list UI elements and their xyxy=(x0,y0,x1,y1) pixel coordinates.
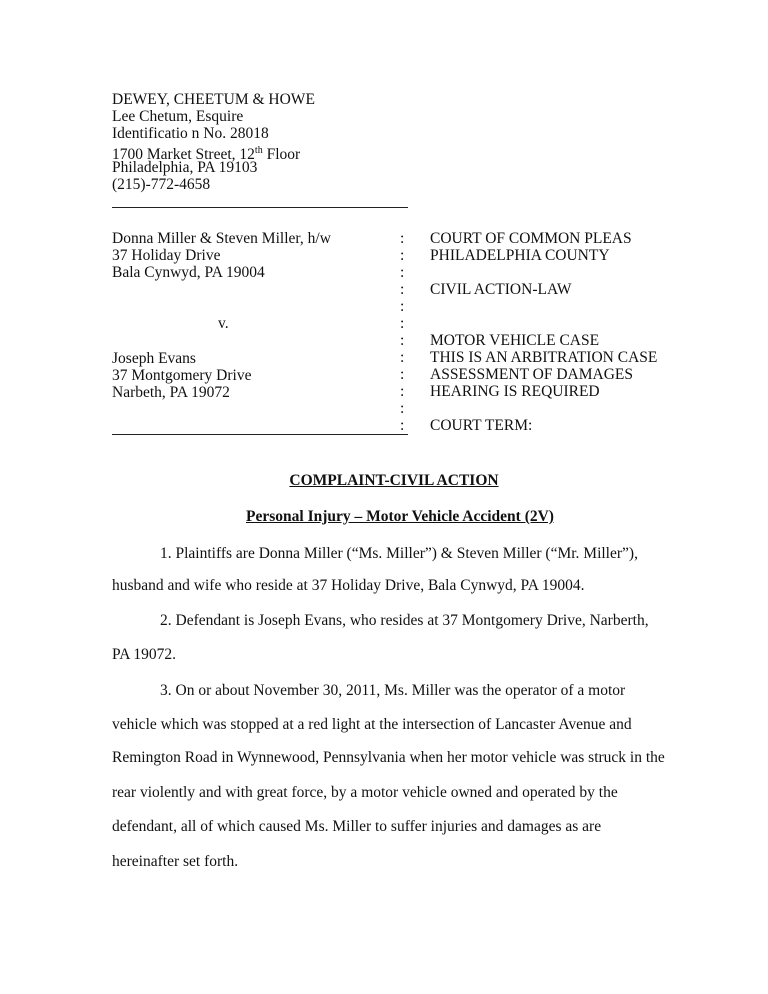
complaint-title: COMPLAINT-CIVIL ACTION xyxy=(289,472,499,489)
defendant-block xyxy=(112,350,251,401)
address-floor: Floor xyxy=(262,146,301,164)
paragraph-3-line-1: 3. On or about November 30, 2011, Ms. Miller was the operator of a motor xyxy=(160,682,626,699)
paragraph-3-line-6: hereinafter set forth. xyxy=(112,853,239,870)
paragraph-2-line-1: 2. Defendant is Joseph Evans, who resides at 37 Montgomery Drive, Narberth, xyxy=(160,612,649,629)
caption-colon: : xyxy=(400,247,405,264)
caption-colon: : xyxy=(400,332,405,349)
plaintiffs-block xyxy=(112,230,331,281)
firm-phone: (215)-772-4658 xyxy=(112,176,211,193)
paragraph-3-line-3: Remington Road in Wynnewood, Pennsylvania when her motor vehicle was struck in the xyxy=(112,749,665,766)
court-spacer xyxy=(430,315,657,332)
caption-colon: : xyxy=(400,366,405,383)
court-block xyxy=(430,230,657,434)
defendant-street: 37 Montgomery Drive xyxy=(112,367,252,384)
caption-colon: : xyxy=(400,417,405,434)
address-main: 1700 Market Street, 12 xyxy=(112,146,255,164)
court-case-type: MOTOR VEHICLE CASE xyxy=(430,332,600,349)
caption-colon: : xyxy=(400,281,405,298)
plaintiff-street: 37 Holiday Drive xyxy=(112,247,221,264)
defendant-name: Joseph Evans xyxy=(112,350,196,367)
attorney-name: Lee Chetum, Esquire xyxy=(112,108,244,125)
caption-colon: : xyxy=(400,383,405,400)
court-name: COURT OF COMMON PLEAS xyxy=(430,230,632,247)
paragraph-1-line-1: 1. Plaintiffs are Donna Miller (“Ms. Miller”) & Steven Miller (“Mr. Miller”), xyxy=(160,545,638,562)
court-spacer xyxy=(430,264,657,281)
court-county: PHILADELPHIA COUNTY xyxy=(430,247,610,264)
paragraph-2-line-2: PA 19072. xyxy=(112,646,177,663)
caption-colon: : xyxy=(400,400,405,417)
firm-street-address xyxy=(112,142,315,164)
court-assessment: ASSESSMENT OF DAMAGES xyxy=(430,366,633,383)
court-action: CIVIL ACTION-LAW xyxy=(430,281,572,298)
firm-city: Philadelphia, PA 19103 xyxy=(112,159,258,176)
paragraph-1-line-2: husband and wife who reside at 37 Holiday Drive, Bala Cynwyd, PA 19004. xyxy=(112,577,585,594)
caption-colon: : xyxy=(400,315,405,332)
court-hearing: HEARING IS REQUIRED xyxy=(430,383,600,400)
attorney-block xyxy=(112,91,315,193)
header-divider xyxy=(112,207,408,208)
plaintiff-city: Bala Cynwyd, PA 19004 xyxy=(112,264,265,281)
court-term: COURT TERM: xyxy=(430,417,533,434)
complaint-subtitle: Personal Injury – Motor Vehicle Accident (2V) xyxy=(246,508,554,525)
defendant-city: Narbeth, PA 19072 xyxy=(112,384,230,401)
attorney-id: Identificatio n No. 28018 xyxy=(112,125,269,142)
address-ordinal: th xyxy=(254,145,263,156)
caption-colon: : xyxy=(400,298,405,315)
court-arbitration: THIS IS AN ARBITRATION CASE xyxy=(430,349,658,366)
caption-colon: : xyxy=(400,349,405,366)
caption-colon-column xyxy=(400,230,404,434)
caption-colon: : xyxy=(400,264,405,281)
court-spacer xyxy=(430,400,657,417)
paragraph-3-line-2: vehicle which was stopped at a red light at the intersection of Lancaster Avenue and xyxy=(112,716,632,733)
paragraph-3-line-4: rear violently and with great force, by a motor vehicle owned and operated by the xyxy=(112,784,618,801)
caption-divider xyxy=(112,434,408,435)
plaintiff-names: Donna Miller & Steven Miller, h/w xyxy=(112,230,331,247)
paragraph-3-line-5: defendant, all of which caused Ms. Miller to suffer injuries and damages as are xyxy=(112,818,602,835)
court-spacer xyxy=(430,298,657,315)
caption-colon: : xyxy=(400,230,405,247)
firm-name: DEWEY, CHEETUM & HOWE xyxy=(112,91,315,108)
versus-label: v. xyxy=(218,315,229,332)
